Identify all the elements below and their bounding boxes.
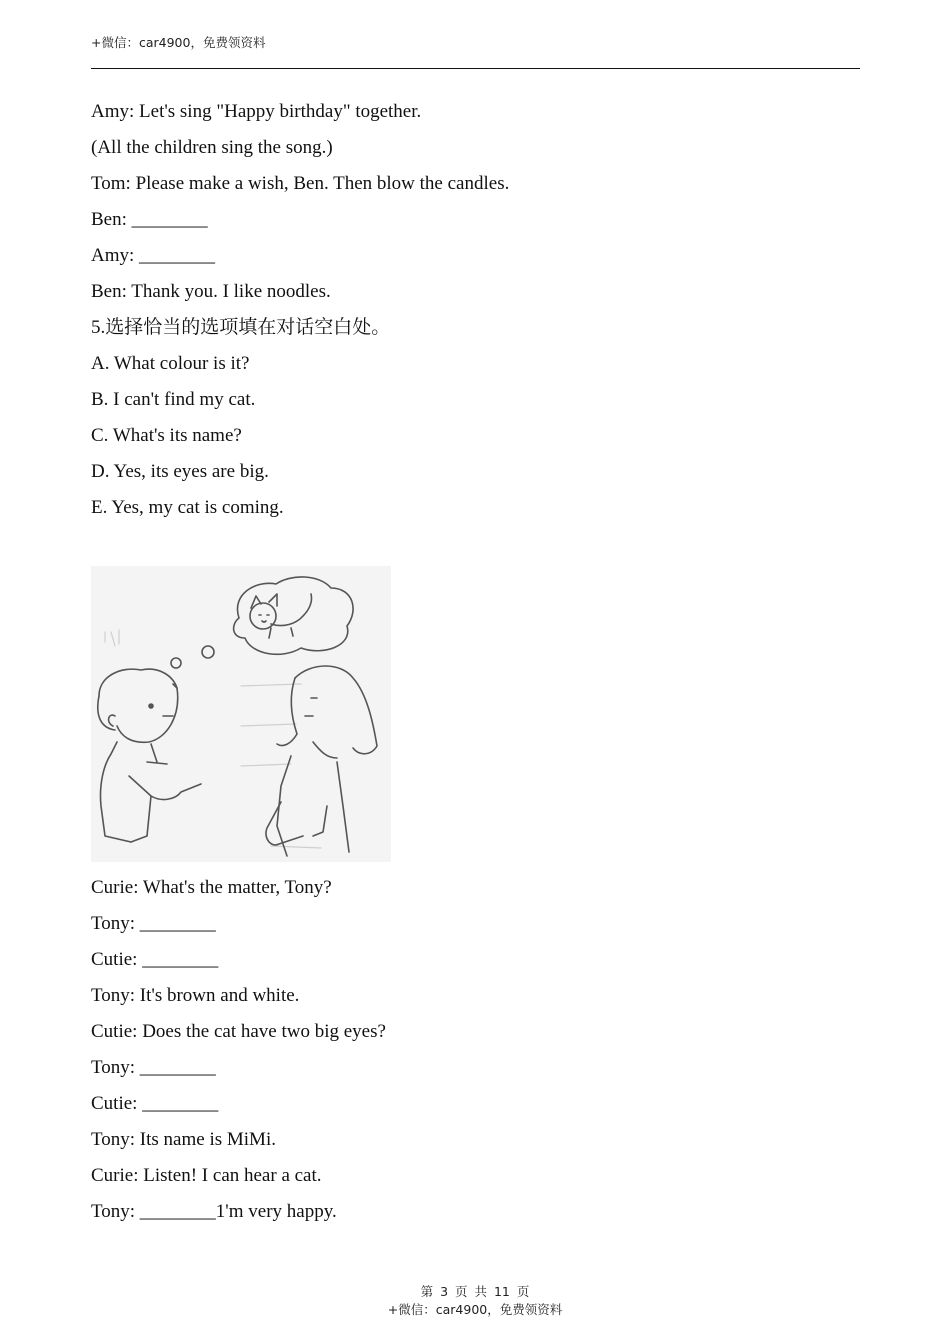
dialogue-line: Curie: What's the matter, Tony? — [91, 877, 332, 898]
dialogue-line: Cutie: ________ — [91, 949, 219, 970]
dialogue-line: Tony: ________ — [91, 1057, 216, 1078]
boy-girl-thinking-of-cat-illustration — [91, 566, 391, 862]
dialogue-line: Cutie: Does the cat have two big eyes? — [91, 1021, 386, 1042]
dialogue-line: Ben: Thank you. I like noodles. — [91, 281, 331, 302]
option-e: E. Yes, my cat is coming. — [91, 497, 284, 518]
dialogue-line: Tony: ________ — [91, 913, 216, 934]
header-divider — [91, 68, 860, 69]
option-a: A. What colour is it? — [91, 353, 250, 374]
dialogue-line: Amy: Let's sing "Happy birthday" together. — [91, 101, 422, 122]
dialogue-line: Amy: ________ — [91, 245, 216, 266]
dialogue-line: Tony: ________1'm very happy. — [91, 1201, 337, 1222]
page-indicator: 第 3 页 共 11 页 — [420, 1284, 530, 1299]
header-watermark: +微信：car4900，免费领资料 — [91, 35, 266, 50]
footer-watermark: +微信：car4900，免费领资料 — [387, 1302, 563, 1317]
question-prompt: 5.选择恰当的选项填在对话空白处。 — [91, 317, 391, 338]
dialogue-line: (All the children sing the song.) — [91, 137, 333, 158]
dialogue-line: Tony: Its name is MiMi. — [91, 1129, 276, 1150]
dialogue-line: Curie: Listen! I can hear a cat. — [91, 1165, 322, 1186]
option-b: B. I can't find my cat. — [91, 389, 256, 410]
dialogue-line: Tom: Please make a wish, Ben. Then blow the candles. — [91, 173, 510, 194]
dialogue-line: Cutie: ________ — [91, 1093, 219, 1114]
option-d: D. Yes, its eyes are big. — [91, 461, 269, 482]
dialogue-line: Tony: It's brown and white. — [91, 985, 300, 1006]
option-c: C. What's its name? — [91, 425, 242, 446]
dialogue-line: Ben: ________ — [91, 209, 208, 230]
